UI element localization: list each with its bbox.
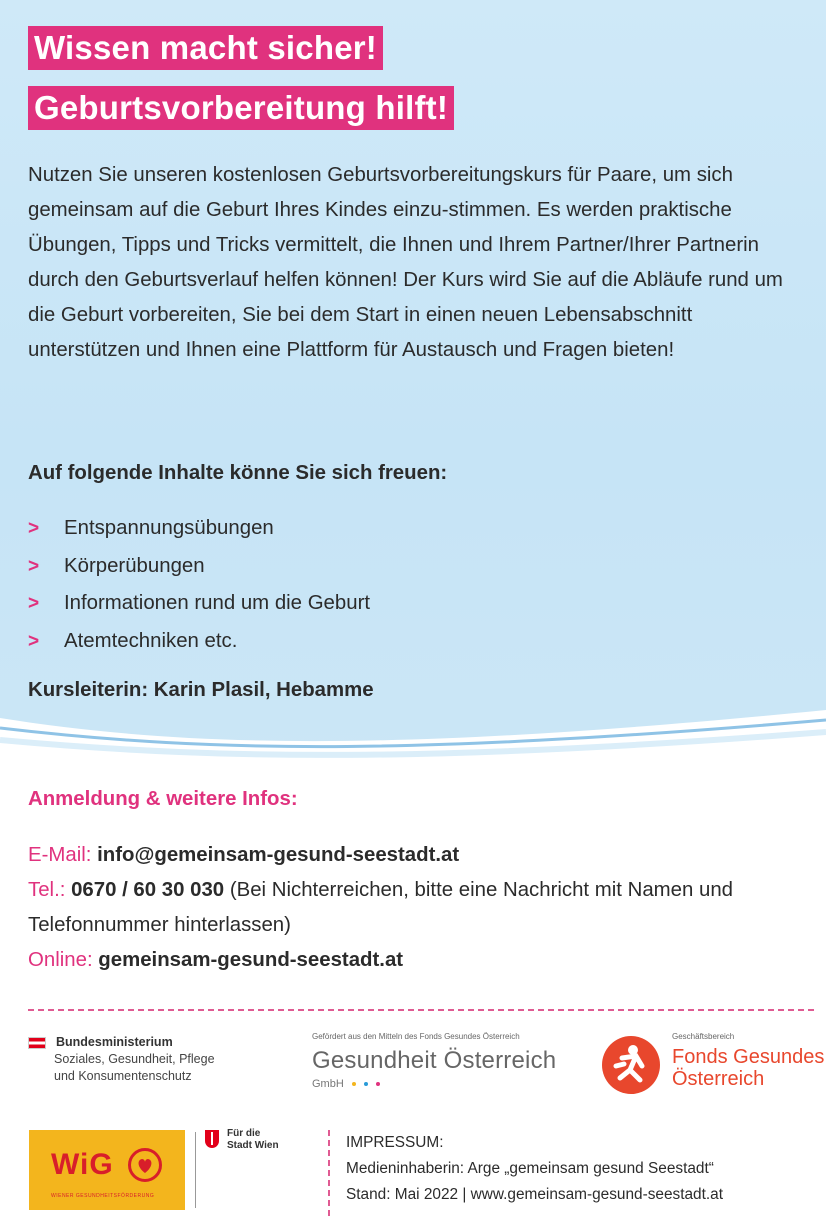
goe-logo: Gefördert aus den Mitteln des Fonds Gesundes Österreich Gesundheit Österreich GmbH [312,1032,557,1090]
contact-block [28,838,808,978]
phone-link[interactable]: 0670 / 60 30 030 [71,879,225,901]
list-item [28,510,370,548]
course-leader: Kursleiterin: Karin Plasil, Hebamme [28,679,374,701]
list-item [28,623,370,661]
contents-heading: Auf folgende Inhalte könne Sie sich freuen: [28,462,448,484]
running-figure-icon [602,1036,660,1094]
dot-icon [352,1082,356,1086]
list-item-label: Körperübungen [64,554,205,577]
impressum-stand: Stand: Mai 2022 | www.gemeinsam-gesund-seestadt.at [346,1186,723,1203]
chevron-right-icon: > [28,593,40,614]
list-item [28,548,370,586]
headline-line-2: Geburtsvorbereitung hilft! [28,86,454,130]
stadt-wien-logo: Für die Stadt Wien [205,1128,279,1152]
website-link[interactable]: gemeinsam-gesund-seestadt.at [98,949,404,971]
dashed-divider [28,1009,814,1011]
impressum-owner: Medieninhaberin: Arge „gemeinsam gesund Seestadt“ [346,1160,714,1177]
logo-divider [195,1132,196,1208]
list-item-label: Entspannungsübungen [64,517,274,539]
email-label: E-Mail: [28,844,92,866]
online-line [28,943,808,978]
impressum-title: IMPRESSUM: [346,1134,444,1151]
dot-icon [376,1082,380,1086]
email-link[interactable]: info@gemeinsam-gesund-seestadt.at [97,844,460,866]
chevron-right-icon: > [28,630,40,652]
list-item-label: Informationen rund um die Geburt [64,592,371,614]
heart-icon [128,1148,162,1182]
impressum [346,1130,723,1208]
vienna-shield-icon [205,1130,219,1148]
headline-line-1: Wissen macht sicher! [28,26,383,70]
intro-text: Nutzen Sie unseren kostenlosen Geburtsvorbereitungskurs für Paare, um sich gemeinsam auf die Geburt Ihres Kindes einzu-stimmen. Es werden praktische Übungen, Tipps und Tricks vermittelt, die Ihnen und Ihrem Partner/Ihrer Partnerin durch den Geburtsverlauf helfen können! Der Kurs wird Sie auf die Abläufe rund um die Geburt vorbereiten, Sie bei dem Start in einen neuen Lebensabschnitt unterstützen und Ihnen eine Plattform für Austausch und Fragen bieten! [28,164,783,361]
registration-title: Anmeldung & weitere Infos: [28,788,298,810]
email-line [28,838,808,873]
dot-icon [364,1082,368,1086]
phone-label: Tel.: [28,879,66,901]
austria-flag-icon [28,1037,46,1049]
phone-note: (Bei Nichterreichen, bitte eine Nachricht mit Namen und Telefonnummer hinterlassen) [28,879,734,936]
wig-logo: WiG WIENER GESUNDHEITSFÖRDERUNG [29,1130,185,1210]
wave-divider [0,690,826,770]
chevron-right-icon: > [28,518,40,539]
ministry-logo: Bundesministerium Soziales, Gesundheit, Pflege und Konsumentenschutz [28,1034,215,1085]
contents-list [28,510,370,660]
chevron-right-icon: > [28,555,40,577]
list-item-label: Atemtechniken etc. [64,629,238,652]
list-item [28,585,370,623]
dashed-vertical-divider [328,1130,330,1216]
online-label: Online: [28,949,93,971]
phone-line [28,873,808,943]
